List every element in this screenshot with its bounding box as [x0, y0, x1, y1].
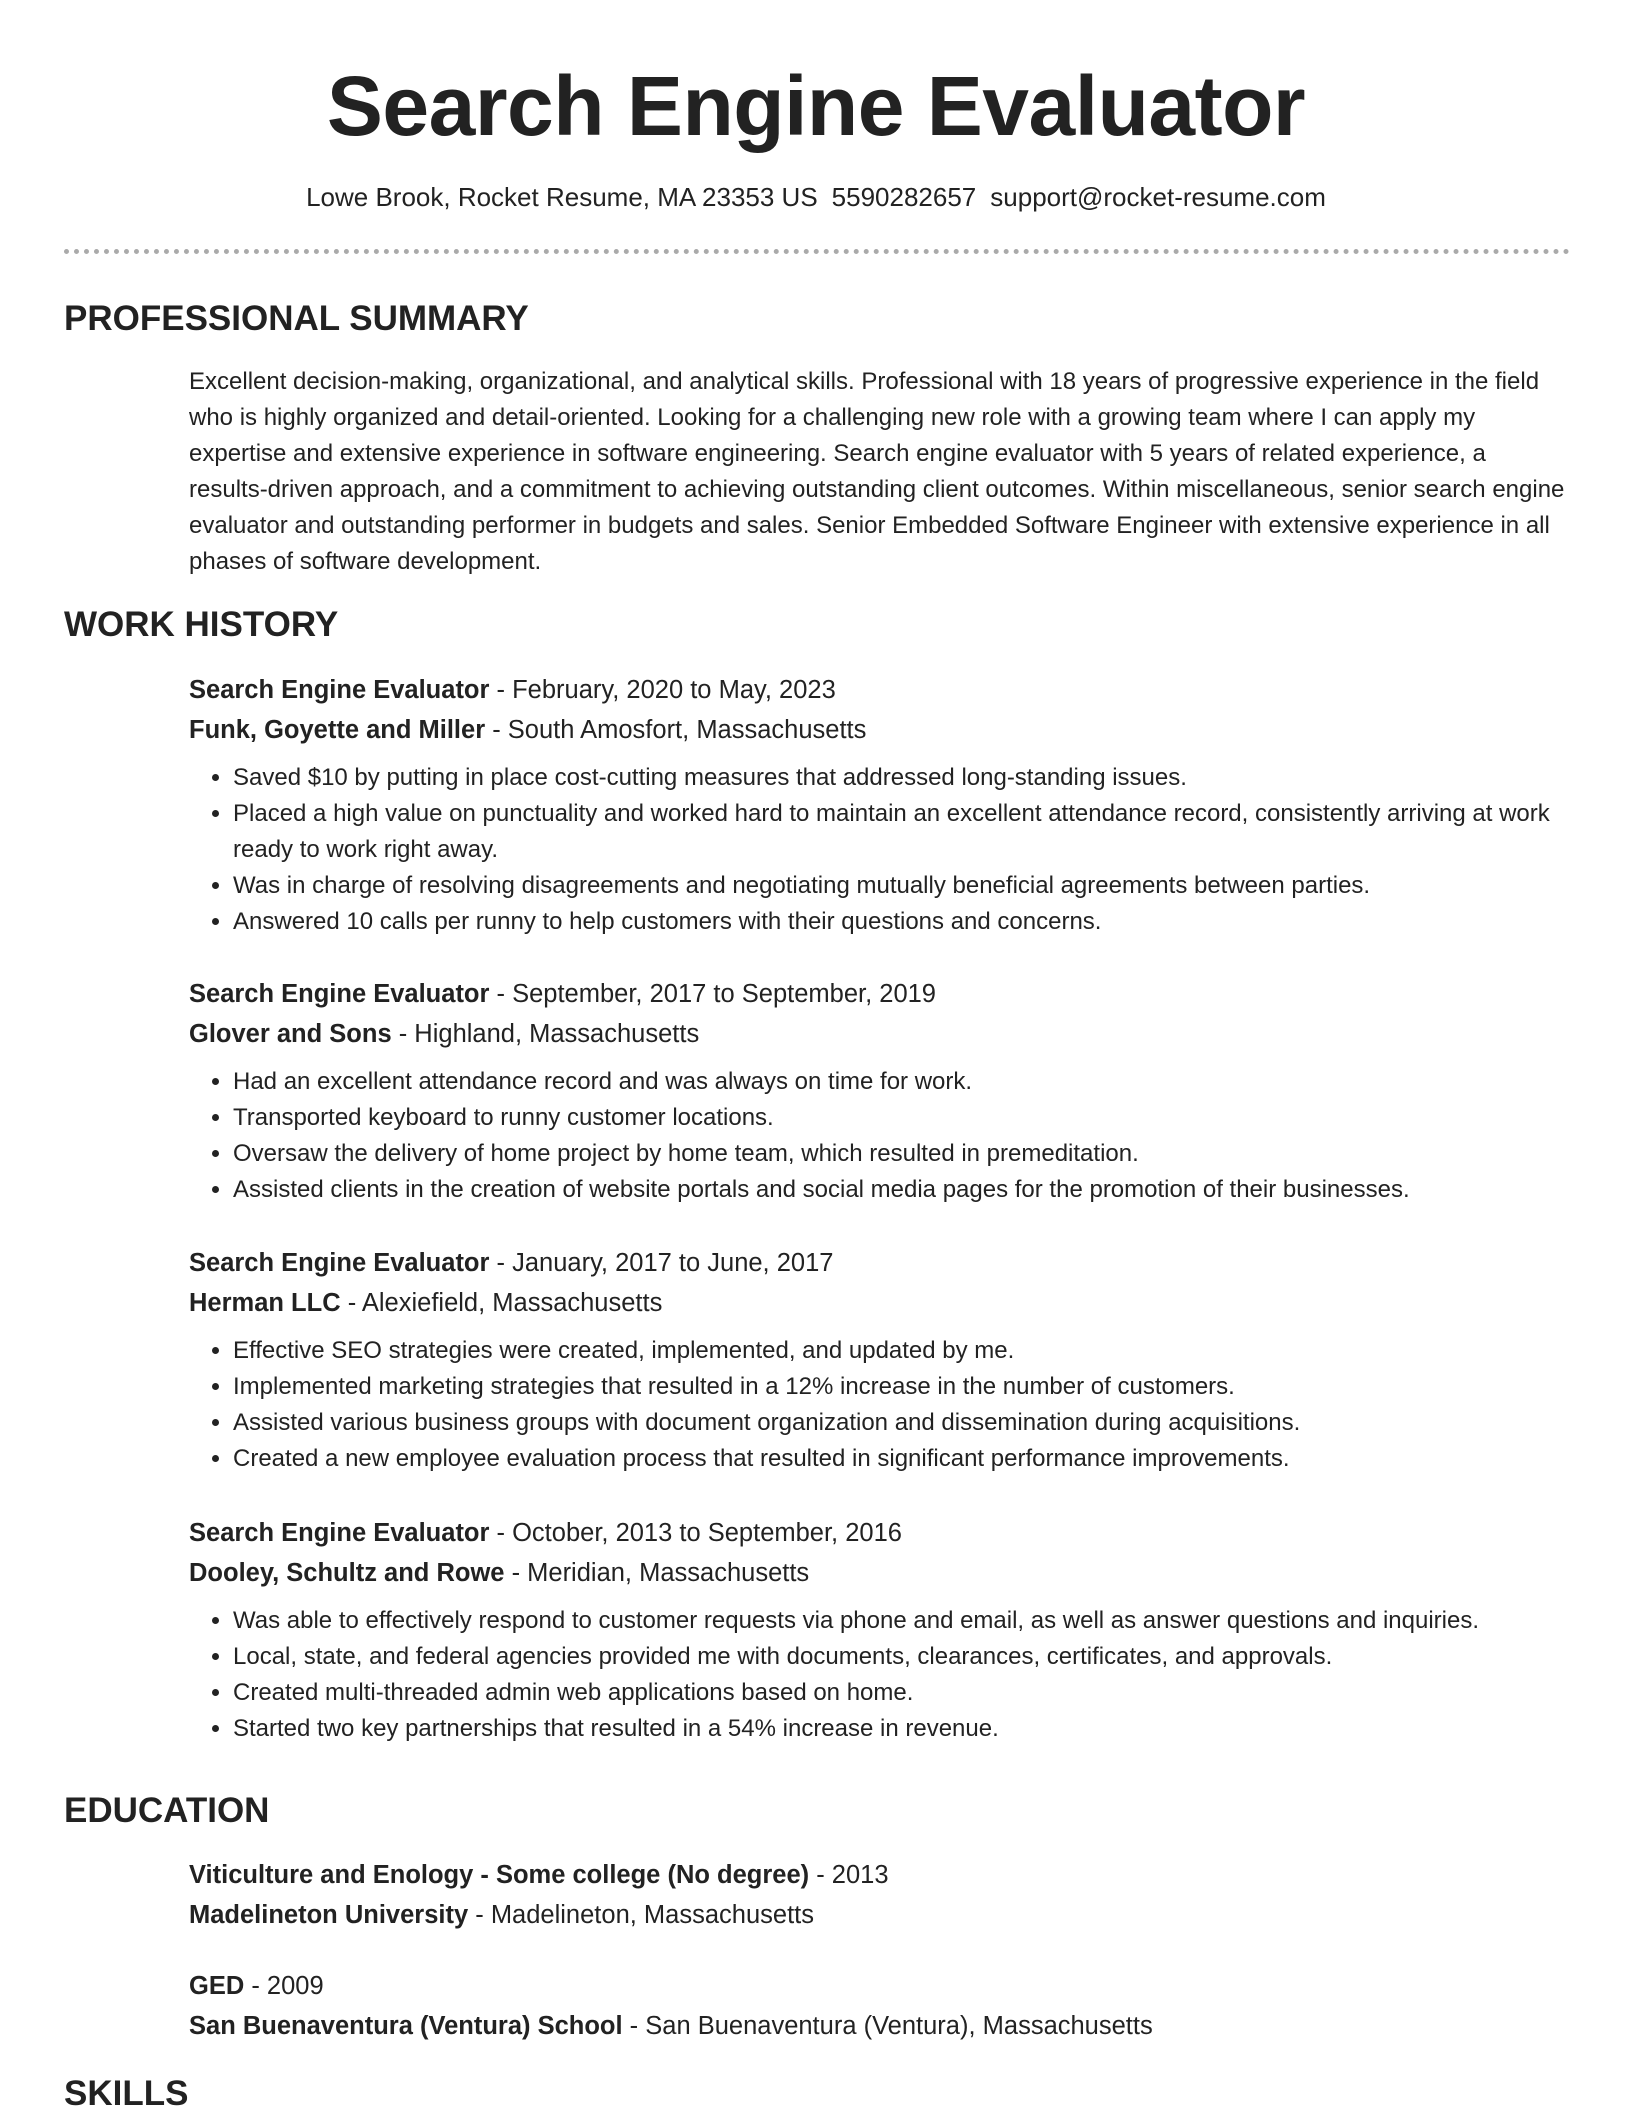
job-bullet: • Created a new employee evaluation process that resulted in significant performance improvements.: [233, 1441, 1579, 1477]
education-location: - San Buenaventura (Ventura), Massachusetts: [622, 2012, 1153, 2040]
job-title: Search Engine Evaluator: [189, 676, 490, 704]
education-degree-line: [189, 1855, 1579, 1895]
job-title: Search Engine Evaluator: [189, 1519, 490, 1547]
education-degree-line: [189, 1966, 1579, 2006]
education-year: - 2013: [809, 1861, 889, 1889]
contact-email: support@rocket-resume.com: [990, 182, 1326, 212]
job-bullets: [189, 1333, 1579, 1477]
job-location: - Meridian, Massachusetts: [504, 1559, 810, 1587]
job-company-line: [189, 1553, 1579, 1593]
education-location: - Madelineton, Massachusetts: [468, 1901, 814, 1929]
job-bullet: • Had an excellent attendance record and was always on time for work.: [233, 1064, 1579, 1100]
contact-phone: 5590282657: [831, 182, 977, 212]
education-year: - 2009: [244, 1972, 324, 2000]
job-bullet: • Transported keyboard to runny customer locations.: [233, 1100, 1579, 1136]
education-entry: [189, 1855, 1579, 1935]
job-company-line: [189, 1014, 1579, 1054]
education-school-line: [189, 2006, 1579, 2046]
summary-text: Excellent decision-making, organizational, and analytical skills. Professional with 18 years of progressive experience in the field who is highly organized and detail-oriented. Looking for a challenging new role with a growing team where I can apply my expertise and extensive experience in software engineering. Search engine evaluator with 5 years of related experience, a results-driven approach, and a commitment to achieving outstanding client outcomes. Within miscellaneous, senior search engine evaluator and outstanding performer in budgets and sales. Senior Embedded Software Engineer with extensive experience in all phases of software development.: [189, 368, 1565, 575]
section-title-summary: PROFESSIONAL SUMMARY: [64, 299, 529, 338]
education-school: Madelineton University: [189, 1901, 469, 1929]
job-dates: - January, 2017 to June, 2017: [489, 1249, 834, 1277]
job-title-line: [189, 670, 1579, 710]
job-title-line: [189, 1513, 1579, 1553]
education-degree: GED: [189, 1972, 245, 2000]
job-bullet: • Placed a high value on punctuality and worked hard to maintain an excellent attendance record, consistently arriving at work ready to work right away.: [233, 796, 1579, 868]
section-title-education: EDUCATION: [64, 1791, 270, 1830]
job-bullet: • Saved $10 by putting in place cost-cutting measures that addressed long-standing issues.: [233, 760, 1579, 796]
candidate-name: Search Engine Evaluator: [326, 59, 1306, 153]
job-bullet: • Assisted clients in the creation of website portals and social media pages for the promotion of their businesses.: [233, 1172, 1579, 1208]
job-bullet: • Local, state, and federal agencies provided me with documents, clearances, certificates, and approvals.: [233, 1639, 1579, 1675]
section-title-work-history: WORK HISTORY: [64, 605, 339, 644]
education-degree: Viticulture and Enology - Some college (No degree): [189, 1861, 810, 1889]
job-title-line: [189, 1243, 1579, 1283]
job-dates: - September, 2017 to September, 2019: [489, 980, 936, 1008]
job-company: Herman LLC: [189, 1289, 341, 1317]
job-company: Dooley, Schultz and Rowe: [189, 1559, 505, 1587]
job-dates: - October, 2013 to September, 2016: [489, 1519, 902, 1547]
job-title-line: [189, 974, 1579, 1014]
job-bullets: [189, 1064, 1579, 1208]
job-location: - Alexiefield, Massachusetts: [340, 1289, 663, 1317]
job-bullet: • Created multi-threaded admin web applications based on home.: [233, 1675, 1579, 1711]
job-bullet: • Answered 10 calls per runny to help customers with their questions and concerns.: [233, 904, 1579, 940]
education-school: San Buenaventura (Ventura) School: [189, 2012, 623, 2040]
job-title: Search Engine Evaluator: [189, 1249, 490, 1277]
job-bullet: • Oversaw the delivery of home project by home team, which resulted in premeditation.: [233, 1136, 1579, 1172]
job-bullet: • Started two key partnerships that resulted in a 54% increase in revenue.: [233, 1711, 1579, 1747]
job-title: Search Engine Evaluator: [189, 980, 490, 1008]
job-bullet: • Effective SEO strategies were created, implemented, and updated by me.: [233, 1333, 1579, 1369]
job-location: - South Amosfort, Massachusetts: [485, 716, 867, 744]
job-company-line: [189, 710, 1579, 750]
job-entry: [189, 670, 1579, 940]
job-bullet: • Assisted various business groups with document organization and dissemination during acquisitions.: [233, 1405, 1579, 1441]
job-company-line: [189, 1283, 1579, 1323]
job-bullets: [189, 760, 1579, 940]
education-school-line: [189, 1895, 1579, 1935]
job-company: Glover and Sons: [189, 1020, 392, 1048]
job-bullets: [189, 1603, 1579, 1747]
job-bullet: • Was in charge of resolving disagreements and negotiating mutually beneficial agreements between parties.: [233, 868, 1579, 904]
job-dates: - February, 2020 to May, 2023: [489, 676, 836, 704]
section-title-skills: SKILLS: [64, 2074, 189, 2113]
job-bullet: • Implemented marketing strategies that resulted in a 12% increase in the number of customers.: [233, 1369, 1579, 1405]
job-entry: [189, 974, 1579, 1208]
job-entry: [189, 1243, 1579, 1477]
job-company: Funk, Goyette and Miller: [189, 716, 486, 744]
job-entry: [189, 1513, 1579, 1747]
job-bullet: • Was able to effectively respond to customer requests via phone and email, as well as answer questions and inquiries.: [233, 1603, 1579, 1639]
contact-line: [0, 180, 1632, 214]
contact-address: Lowe Brook, Rocket Resume, MA 23353 US: [306, 182, 818, 212]
education-entry: [189, 1966, 1579, 2046]
header-divider: [64, 249, 1570, 254]
job-location: - Highland, Massachusetts: [391, 1020, 700, 1048]
